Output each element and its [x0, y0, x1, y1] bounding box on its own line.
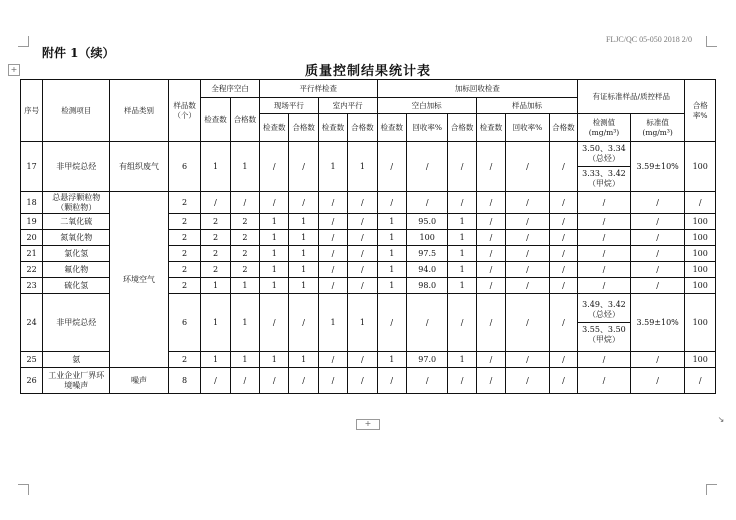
cell-ss-recovery: /: [506, 262, 550, 278]
cell-lab-passed: /: [348, 230, 377, 246]
header-checked: 检查数: [260, 114, 289, 142]
cell-lab-checked: /: [318, 192, 347, 214]
header-passed: 合格数: [348, 114, 377, 142]
cell-ss-recovery: /: [506, 294, 550, 352]
header-crm: 有证标准样品/质控样品: [578, 80, 685, 114]
cell-bs-recovery: 95.0: [406, 214, 448, 230]
header-recovery: 回收率%: [506, 114, 550, 142]
cell-blank-passed: 1: [230, 278, 259, 294]
cell-seq: 22: [21, 262, 43, 278]
cell-standard: /: [630, 368, 685, 394]
cell-ss-recovery: /: [506, 214, 550, 230]
cell-ss-checked: /: [476, 368, 505, 394]
cell-lab-passed: /: [348, 214, 377, 230]
cell-measured: /: [578, 192, 631, 214]
cell-bs-checked: 1: [377, 278, 406, 294]
cell-bs-checked: 1: [377, 246, 406, 262]
cell-field-passed: 1: [289, 230, 318, 246]
cell-ss-recovery: /: [506, 230, 550, 246]
cell-field-passed: 1: [289, 352, 318, 368]
header-field-parallel: 现场平行: [260, 98, 319, 114]
cell-field-checked: /: [260, 294, 289, 352]
header-checked: 检查数: [377, 114, 406, 142]
cell-standard: 3.59±10%: [630, 294, 685, 352]
cell-blank-checked: 2: [201, 246, 230, 262]
cell-ss-recovery: /: [506, 352, 550, 368]
table-row: [21, 192, 716, 214]
cell-blank-passed: 1: [230, 142, 259, 192]
header-passed: 合格数: [549, 114, 577, 142]
cell-ss-recovery: /: [506, 142, 550, 192]
cell-field-passed: 1: [289, 246, 318, 262]
cell-ss-passed: /: [549, 262, 577, 278]
cell-field-passed: /: [289, 192, 318, 214]
cell-field-checked: 1: [260, 230, 289, 246]
cell-lab-checked: 1: [318, 142, 347, 192]
cell-lab-checked: /: [318, 246, 347, 262]
cell-measured: /: [578, 246, 631, 262]
cell-blank-checked: 2: [201, 230, 230, 246]
cell-pass-rate: 100: [685, 214, 716, 230]
cell-ss-passed: /: [549, 230, 577, 246]
cell-bs-passed: 1: [448, 262, 476, 278]
document-code: FLJC/QC 05-050 2018 2/0: [605, 35, 692, 44]
cell-ss-passed: /: [549, 368, 577, 394]
cell-bs-passed: /: [448, 368, 476, 394]
cell-blank-passed: 2: [230, 214, 259, 230]
cell-lab-checked: 1: [318, 294, 347, 352]
header-passed: 合格数: [230, 98, 259, 142]
cell-pass-rate: 100: [685, 142, 716, 192]
cell-lab-checked: /: [318, 368, 347, 394]
cell-blank-passed: 2: [230, 230, 259, 246]
measured-methane: 3.33、3.42（甲烷）: [582, 169, 626, 188]
cell-standard: /: [630, 214, 685, 230]
header-item: 检测项目: [43, 80, 110, 142]
cell-field-checked: 1: [260, 278, 289, 294]
page-corner-mark: [18, 36, 29, 47]
header-sample-count: 样品数（个）: [168, 80, 200, 142]
cell-bs-checked: 1: [377, 352, 406, 368]
cell-bs-recovery: 94.0: [406, 262, 448, 278]
cell-ss-passed: /: [549, 246, 577, 262]
cell-pass-rate: 100: [685, 352, 716, 368]
header-lab-parallel: 室内平行: [318, 98, 377, 114]
header-sample-spike: 样品加标: [476, 98, 577, 114]
cell-standard: /: [630, 246, 685, 262]
cell-bs-recovery: 97.5: [406, 246, 448, 262]
cell-sample-type: 噪声: [110, 368, 169, 394]
cell-sample-type: 有组织废气: [110, 142, 169, 192]
header-checked: 检查数: [476, 114, 505, 142]
cell-field-checked: /: [260, 368, 289, 394]
cell-bs-checked: 1: [377, 230, 406, 246]
cell-measured: /: [578, 214, 631, 230]
cell-blank-passed: /: [230, 192, 259, 214]
cell-field-checked: 1: [260, 246, 289, 262]
cell-blank-passed: /: [230, 368, 259, 394]
cell-measured: /: [578, 278, 631, 294]
cell-field-passed: 1: [289, 262, 318, 278]
cell-blank-checked: 1: [201, 142, 230, 192]
add-row-button[interactable]: +: [356, 419, 380, 430]
cell-standard: /: [630, 192, 685, 214]
cell-pass-rate: 100: [685, 262, 716, 278]
cell-sample-count: 2: [168, 262, 200, 278]
cell-lab-checked: /: [318, 214, 347, 230]
header-passed: 合格数: [289, 114, 318, 142]
cell-item: 总悬浮颗粒物（颗粒物）: [43, 192, 110, 214]
cell-lab-passed: /: [348, 246, 377, 262]
cell-seq: 24: [21, 294, 43, 352]
cell-measured: /: [578, 262, 631, 278]
cell-ss-checked: /: [476, 262, 505, 278]
cell-blank-checked: /: [201, 368, 230, 394]
cell-seq: 23: [21, 278, 43, 294]
cell-sample-count: 2: [168, 352, 200, 368]
page-corner-mark: [706, 36, 717, 47]
cell-pass-rate: /: [685, 368, 716, 394]
cell-lab-checked: /: [318, 278, 347, 294]
cell-pass-rate: 100: [685, 294, 716, 352]
cell-measured: /: [578, 352, 631, 368]
cell-bs-recovery: /: [406, 142, 448, 192]
cell-bs-passed: 1: [448, 352, 476, 368]
cell-bs-passed: /: [448, 142, 476, 192]
cell-blank-passed: 1: [230, 294, 259, 352]
cell-lab-passed: /: [348, 192, 377, 214]
cell-sample-count: 2: [168, 192, 200, 214]
cell-lab-checked: /: [318, 230, 347, 246]
cell-standard: 3.59±10%: [630, 142, 685, 192]
cell-field-passed: /: [289, 142, 318, 192]
measured-methane: 3.55、3.50（甲烷）: [582, 325, 626, 344]
cell-ss-checked: /: [476, 192, 505, 214]
measured-total-hydrocarbons: 3.49、3.42（总烃）: [578, 298, 630, 323]
cell-seq: 17: [21, 142, 43, 192]
cell-field-checked: 1: [260, 352, 289, 368]
header-seq: 序号: [21, 80, 43, 142]
header-spike: 加标回收检查: [377, 80, 578, 98]
cell-item: 氨: [43, 352, 110, 368]
cell-bs-recovery: /: [406, 192, 448, 214]
cell-ss-passed: /: [549, 192, 577, 214]
cell-lab-checked: /: [318, 352, 347, 368]
cell-seq: 21: [21, 246, 43, 262]
cell-item: 氟化物: [43, 262, 110, 278]
header-sample-type: 样品类别: [110, 80, 169, 142]
cell-ss-checked: /: [476, 246, 505, 262]
cell-blank-checked: 2: [201, 262, 230, 278]
cell-bs-recovery: 97.0: [406, 352, 448, 368]
cell-blank-passed: 2: [230, 262, 259, 278]
cell-ss-checked: /: [476, 294, 505, 352]
cell-ss-passed: /: [549, 352, 577, 368]
cell-item: 氮氧化物: [43, 230, 110, 246]
cell-sample-count: 2: [168, 230, 200, 246]
header-standard: 标准值(mg/m³): [630, 114, 685, 142]
table-row: [21, 368, 716, 394]
page-corner-mark: [18, 484, 29, 495]
header-checked: 检查数: [318, 114, 347, 142]
cell-blank-passed: 2: [230, 246, 259, 262]
cell-item: 非甲烷总烃: [43, 142, 110, 192]
cell-seq: 26: [21, 368, 43, 394]
cell-sample-count: 8: [168, 368, 200, 394]
cell-seq: 25: [21, 352, 43, 368]
cell-seq: 18: [21, 192, 43, 214]
cell-item: 非甲烷总烃: [43, 294, 110, 352]
header-checked: 检查数: [201, 98, 230, 142]
header-pass-rate: 合格率%: [685, 80, 716, 142]
cell-lab-passed: /: [348, 368, 377, 394]
cell-ss-checked: /: [476, 142, 505, 192]
page-corner-mark: [706, 484, 717, 495]
cell-seq: 19: [21, 214, 43, 230]
cell-field-checked: 1: [260, 262, 289, 278]
annex-label: 附件 1（续）: [42, 46, 115, 60]
table-row: [21, 142, 716, 192]
cell-bs-passed: 1: [448, 278, 476, 294]
cell-sample-count: 6: [168, 294, 200, 352]
cell-sample-count: 2: [168, 214, 200, 230]
cell-pass-rate: 100: [685, 246, 716, 262]
cell-pass-rate: /: [685, 192, 716, 214]
cell-bs-recovery: 98.0: [406, 278, 448, 294]
cell-ss-passed: /: [549, 214, 577, 230]
cell-lab-passed: 1: [348, 142, 377, 192]
cell-measured: /: [578, 368, 631, 394]
cell-pass-rate: 100: [685, 278, 716, 294]
cell-bs-checked: 1: [377, 262, 406, 278]
cell-measured: /: [578, 230, 631, 246]
cell-blank-checked: 1: [201, 352, 230, 368]
cell-ss-checked: /: [476, 214, 505, 230]
cell-bs-checked: /: [377, 142, 406, 192]
measured-total-hydrocarbons: 3.50、3.34（总烃）: [578, 142, 630, 167]
cell-bs-recovery: /: [406, 294, 448, 352]
cell-blank-checked: /: [201, 192, 230, 214]
cell-field-passed: /: [289, 294, 318, 352]
cell-ss-recovery: /: [506, 368, 550, 394]
cell-ss-checked: /: [476, 352, 505, 368]
cell-bs-recovery: 100: [406, 230, 448, 246]
cell-standard: /: [630, 230, 685, 246]
cell-lab-checked: /: [318, 262, 347, 278]
cell-bs-passed: /: [448, 294, 476, 352]
cell-sample-count: 2: [168, 246, 200, 262]
cell-bs-passed: 1: [448, 214, 476, 230]
cell-bs-passed: /: [448, 192, 476, 214]
cell-standard: /: [630, 262, 685, 278]
header-blank-spike: 空白加标: [377, 98, 476, 114]
cell-bs-checked: /: [377, 192, 406, 214]
cell-bs-checked: /: [377, 368, 406, 394]
cell-blank-checked: 2: [201, 214, 230, 230]
cell-ss-passed: /: [549, 294, 577, 352]
table-resize-handle-icon[interactable]: ↘: [717, 415, 725, 424]
header-recovery: 回收率%: [406, 114, 448, 142]
table-move-handle-icon[interactable]: +: [8, 64, 20, 76]
cell-standard: /: [630, 352, 685, 368]
header-passed: 合格数: [448, 114, 476, 142]
quality-control-table: [20, 79, 716, 394]
cell-lab-passed: /: [348, 352, 377, 368]
cell-standard: /: [630, 278, 685, 294]
cell-bs-passed: 1: [448, 230, 476, 246]
cell-sample-count: 2: [168, 278, 200, 294]
cell-bs-checked: /: [377, 294, 406, 352]
cell-bs-recovery: /: [406, 368, 448, 394]
table-title: 质量控制结果统计表: [304, 64, 431, 79]
cell-field-passed: 1: [289, 214, 318, 230]
header-parallel: 平行样检查: [260, 80, 378, 98]
cell-item: 二氧化硫: [43, 214, 110, 230]
cell-ss-recovery: /: [506, 246, 550, 262]
cell-blank-checked: 1: [201, 294, 230, 352]
cell-ss-passed: /: [549, 278, 577, 294]
header-blank: 全程序空白: [201, 80, 260, 98]
cell-lab-passed: /: [348, 278, 377, 294]
cell-ss-passed: /: [549, 142, 577, 192]
cell-measured: [578, 294, 631, 352]
cell-sample-count: 6: [168, 142, 200, 192]
cell-seq: 20: [21, 230, 43, 246]
cell-sample-type: 环境空气: [110, 192, 169, 368]
cell-field-passed: /: [289, 368, 318, 394]
cell-ss-recovery: /: [506, 278, 550, 294]
cell-blank-checked: 1: [201, 278, 230, 294]
cell-ss-checked: /: [476, 230, 505, 246]
cell-blank-passed: 1: [230, 352, 259, 368]
cell-lab-passed: 1: [348, 294, 377, 352]
cell-bs-checked: 1: [377, 214, 406, 230]
cell-item: 氯化氢: [43, 246, 110, 262]
cell-field-checked: 1: [260, 214, 289, 230]
header-measured: 检测值(mg/m³): [578, 114, 631, 142]
cell-field-passed: 1: [289, 278, 318, 294]
cell-bs-passed: 1: [448, 246, 476, 262]
cell-ss-checked: /: [476, 278, 505, 294]
cell-measured: [578, 142, 631, 192]
cell-item: 硫化氢: [43, 278, 110, 294]
cell-ss-recovery: /: [506, 192, 550, 214]
cell-item: 工业企业厂界环境噪声: [43, 368, 110, 394]
cell-field-checked: /: [260, 142, 289, 192]
cell-field-checked: /: [260, 192, 289, 214]
cell-lab-passed: /: [348, 262, 377, 278]
cell-pass-rate: 100: [685, 230, 716, 246]
